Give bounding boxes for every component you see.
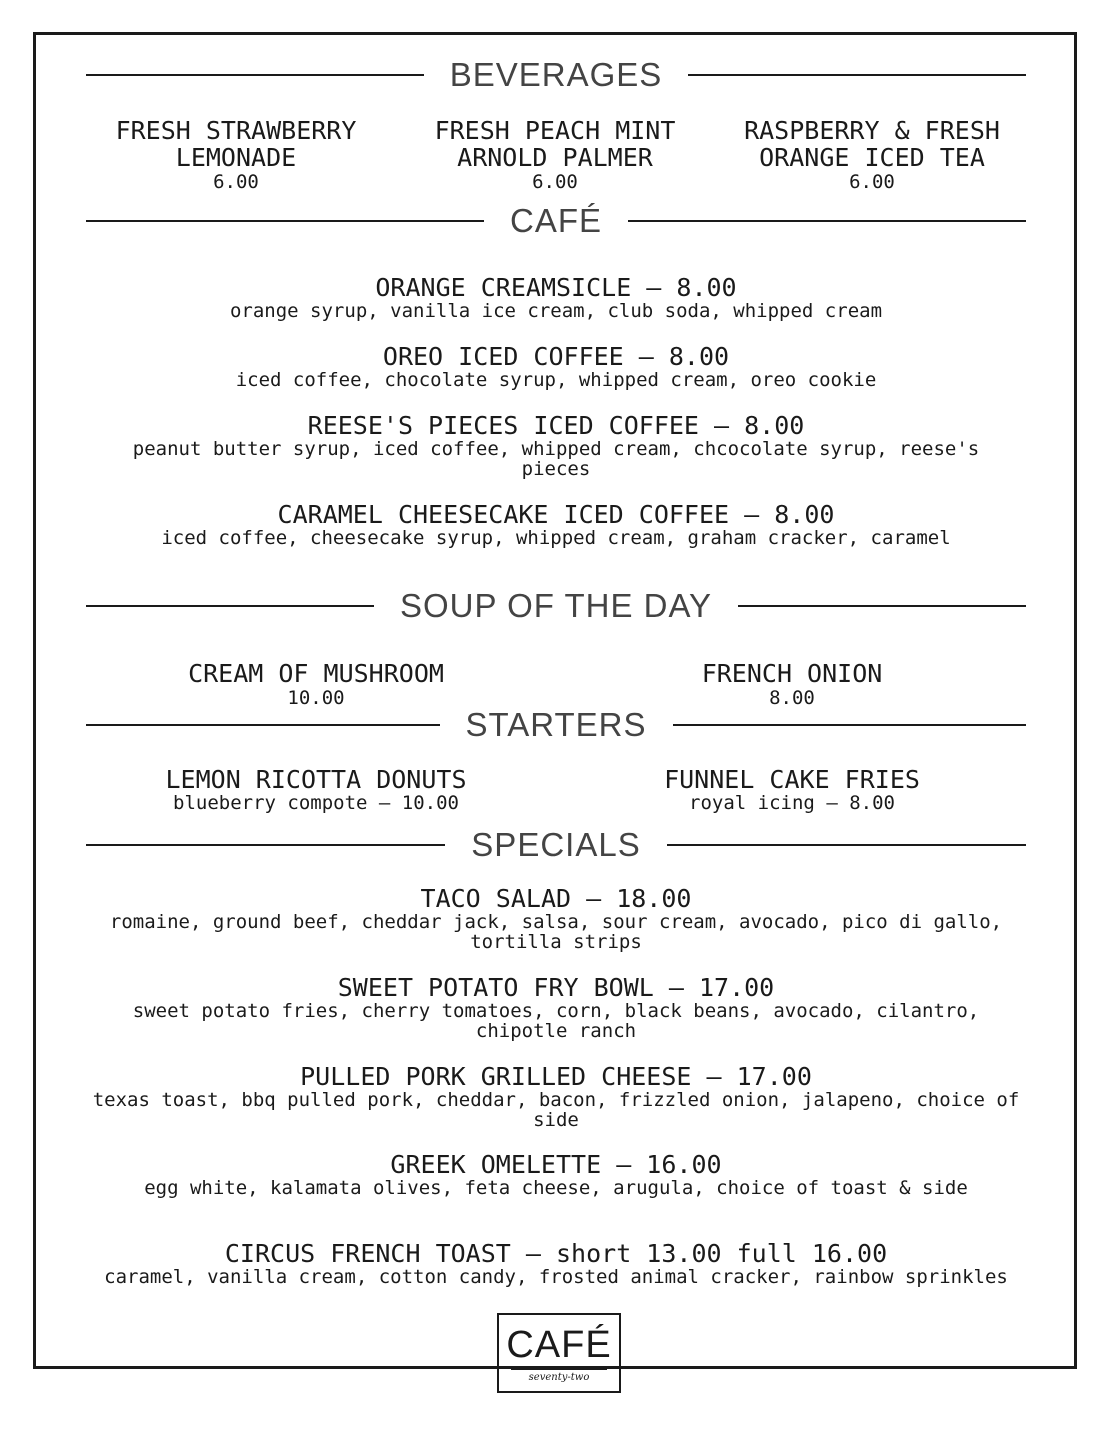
divider-line	[667, 844, 1026, 846]
section-header-beverages	[86, 45, 1026, 105]
special-item	[130, 974, 982, 1041]
item-description: texas toast, bbq pulled pork, cheddar, bacon, frizzled onion, jalapeno, choice of side	[92, 1089, 1020, 1131]
item-price: 6.00	[532, 171, 578, 193]
item-description: egg white, kalamata olives, feta cheese, arugula, choice of toast & side	[144, 1177, 968, 1199]
item-name: REESE'S PIECES ICED COFFEE – 8.00	[307, 411, 805, 440]
special-item	[104, 1240, 1008, 1287]
divider-line	[86, 220, 484, 222]
divider-line	[673, 724, 1027, 726]
item-name: CREAM OF MUSHROOM	[188, 659, 444, 688]
section-title-soup: SOUP OF THE DAY	[399, 587, 713, 624]
section-title-starters: STARTERS	[465, 706, 647, 743]
item-description: romaine, ground beef, cheddar jack, salsa, sour cream, avocado, pico di gallo, tortilla strips	[109, 911, 1003, 953]
cafe-item	[86, 343, 1026, 390]
cafe-item	[116, 412, 996, 479]
item-name: PULLED PORK GRILLED CHEESE – 17.00	[300, 1062, 812, 1091]
section-header-soup	[86, 576, 1026, 636]
item-price: 6.00	[849, 171, 895, 193]
divider-line	[86, 605, 374, 607]
item-description: iced coffee, cheesecake syrup, whipped cream, graham cracker, caramel	[161, 527, 951, 549]
divider-line	[628, 220, 1026, 222]
item-description: iced coffee, chocolate syrup, whipped cream, oreo cookie	[235, 369, 877, 391]
section-title-specials: SPECIALS	[471, 826, 641, 863]
item-name: FRESH STRAWBERRY LEMONADE	[115, 116, 357, 172]
section-title-beverages: BEVERAGES	[449, 56, 663, 93]
item-name: SWEET POTATO FRY BOWL – 17.00	[337, 973, 775, 1002]
item-description: peanut butter syrup, iced coffee, whipped cream, chcocolate syrup, reese's pieces	[132, 438, 980, 480]
cafe-item	[86, 274, 1026, 321]
item-description: caramel, vanilla cream, cotton candy, frosted animal cracker, rainbow sprinkles	[104, 1266, 1008, 1288]
item-name: LEMON RICOTTA DONUTS	[165, 765, 467, 794]
item-price: 6.00	[213, 171, 259, 193]
item-description: blueberry compote – 10.00	[173, 792, 459, 814]
logo-subtitle: seventy-two	[528, 1372, 590, 1383]
special-item	[92, 885, 1020, 952]
divider-line	[688, 74, 1026, 76]
item-name: FRENCH ONION	[701, 659, 883, 688]
item-price: 10.00	[287, 687, 345, 709]
divider-line	[86, 74, 424, 76]
item-name: GREEK OMELETTE – 16.00	[390, 1150, 722, 1179]
item-name: ORANGE CREAMSICLE – 8.00	[375, 273, 737, 302]
logo-divider	[511, 1369, 607, 1370]
item-name: CIRCUS FRENCH TOAST – short 13.00 full 16.00	[224, 1239, 888, 1268]
cafe-item	[86, 501, 1026, 548]
section-header-cafe	[86, 191, 1026, 251]
item-description: royal icing – 8.00	[689, 792, 895, 814]
item-description: sweet potato fries, cherry tomatoes, corn, black beans, avocado, cilantro, chipotle ranch	[132, 1000, 980, 1042]
item-name: FRESH PEACH MINT ARNOLD PALMER	[434, 116, 676, 172]
divider-line	[86, 724, 440, 726]
item-name: TACO SALAD – 18.00	[420, 884, 692, 913]
item-price: 8.00	[769, 687, 815, 709]
beverage-item	[86, 117, 386, 193]
beverage-item	[405, 117, 705, 193]
divider-line	[86, 844, 445, 846]
item-name: FUNNEL CAKE FRIES	[664, 765, 920, 794]
starter-item	[592, 766, 992, 813]
section-title-cafe: CAFÉ	[510, 202, 603, 239]
item-name: OREO ICED COFFEE – 8.00	[382, 342, 730, 371]
beverage-item	[722, 117, 1022, 193]
cafe-logo	[497, 1313, 621, 1393]
section-header-starters	[86, 695, 1026, 755]
section-header-specials	[86, 815, 1026, 875]
item-name: RASPBERRY & FRESH ORANGE ICED TEA	[744, 116, 1000, 172]
item-name: CARAMEL CHEESECAKE ICED COFFEE – 8.00	[277, 500, 835, 529]
special-item	[92, 1063, 1020, 1130]
logo-title: CAFÉ	[506, 1324, 612, 1366]
item-description: orange syrup, vanilla ice cream, club soda, whipped cream	[229, 300, 883, 322]
divider-line	[738, 605, 1026, 607]
starter-item	[116, 766, 516, 813]
special-item	[116, 1151, 996, 1198]
